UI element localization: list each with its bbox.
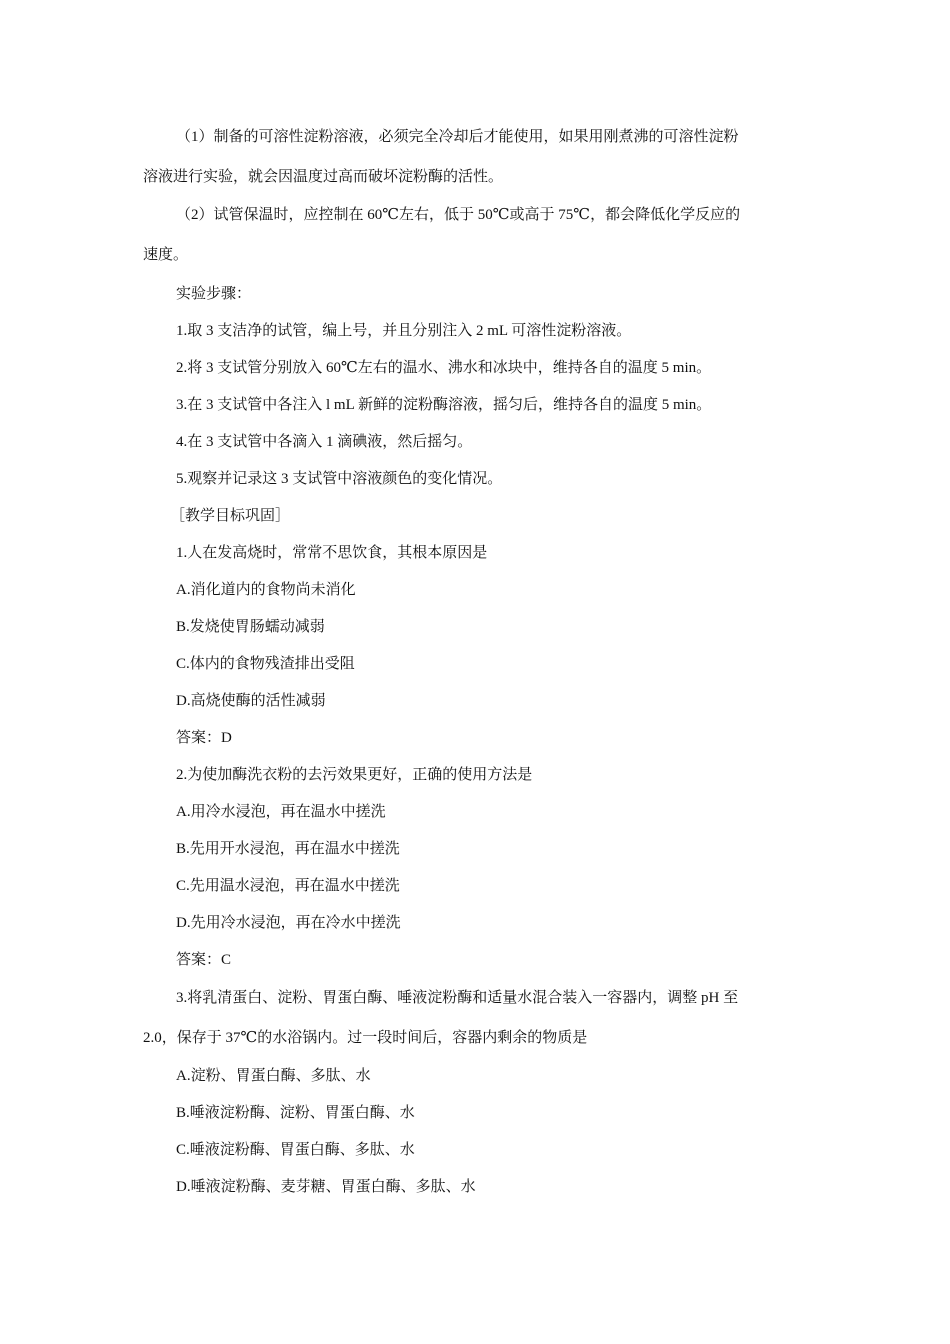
- question-1-option-c: C.体内的食物残渣排出受阻: [176, 656, 355, 672]
- note-1-line-2: 溶液进行实验，就会因温度过高而破坏淀粉酶的活性。: [143, 169, 504, 185]
- steps-heading: 实验步骤：: [176, 286, 252, 302]
- question-2-stem: 2.为使加酶洗衣粉的去污效果更好，正确的使用方法是: [176, 767, 533, 783]
- question-2-option-a: A.用冷水浸泡，再在温水中搓洗: [176, 804, 386, 820]
- question-2-option-c: C.先用温水浸泡，再在温水中搓洗: [176, 878, 400, 894]
- question-3-option-b: B.唾液淀粉酶、淀粉、胃蛋白酶、水: [176, 1105, 415, 1121]
- step-item-2: 2.将 3 支试管分别放入 60℃左右的温水、沸水和冰块中，维持各自的温度 5 min。: [176, 360, 712, 376]
- note-2-line-1: （2）试管保温时，应控制在 60℃左右，低于 50℃或高于 75℃，都会降低化学反应的: [176, 207, 741, 223]
- question-1-option-b: B.发烧使胃肠蠕动减弱: [176, 619, 325, 635]
- question-2-answer: 答案：C: [176, 952, 232, 968]
- consolidation-heading: ［教学目标巩固］: [170, 508, 291, 524]
- question-1-option-d: D.高烧使酶的活性减弱: [176, 693, 326, 709]
- question-1-option-a: A.消化道内的食物尚未消化: [176, 582, 356, 598]
- step-item-4: 4.在 3 支试管中各滴入 1 滴碘液，然后摇匀。: [176, 434, 473, 450]
- note-2-line-2: 速度。: [143, 247, 189, 263]
- step-item-5: 5.观察并记录这 3 支试管中溶液颜色的变化情况。: [176, 471, 503, 487]
- question-1-answer: 答案：D: [176, 730, 232, 746]
- question-3-stem-line-1: 3.将乳清蛋白、淀粉、胃蛋白酶、唾液淀粉酶和适量水混合装入一容器内，调整 pH 至: [176, 990, 739, 1006]
- step-item-1: 1.取 3 支洁净的试管，编上号，并且分别注入 2 mL 可溶性淀粉溶液。: [176, 323, 632, 339]
- question-2-option-b: B.先用开水浸泡，再在温水中搓洗: [176, 841, 400, 857]
- question-3-option-a: A.淀粉、胃蛋白酶、多肽、水: [176, 1068, 371, 1084]
- question-2-option-d: D.先用冷水浸泡，再在冷水中搓洗: [176, 915, 401, 931]
- question-1-stem: 1.人在发高烧时，常常不思饮食，其根本原因是: [176, 545, 488, 561]
- question-3-option-c: C.唾液淀粉酶、胃蛋白酶、多肽、水: [176, 1142, 415, 1158]
- question-3-option-d: D.唾液淀粉酶、麦芽糖、胃蛋白酶、多肽、水: [176, 1179, 476, 1195]
- step-item-3: 3.在 3 支试管中各注入 l mL 新鲜的淀粉酶溶液，摇匀后，维持各自的温度 5 min。: [176, 397, 712, 413]
- question-3-stem-line-2: 2.0，保存于 37℃的水浴锅内。过一段时间后，容器内剩余的物质是: [143, 1030, 588, 1046]
- note-1-line-1: （1）制备的可溶性淀粉溶液，必须完全冷却后才能使用，如果用刚煮沸的可溶性淀粉: [176, 129, 739, 145]
